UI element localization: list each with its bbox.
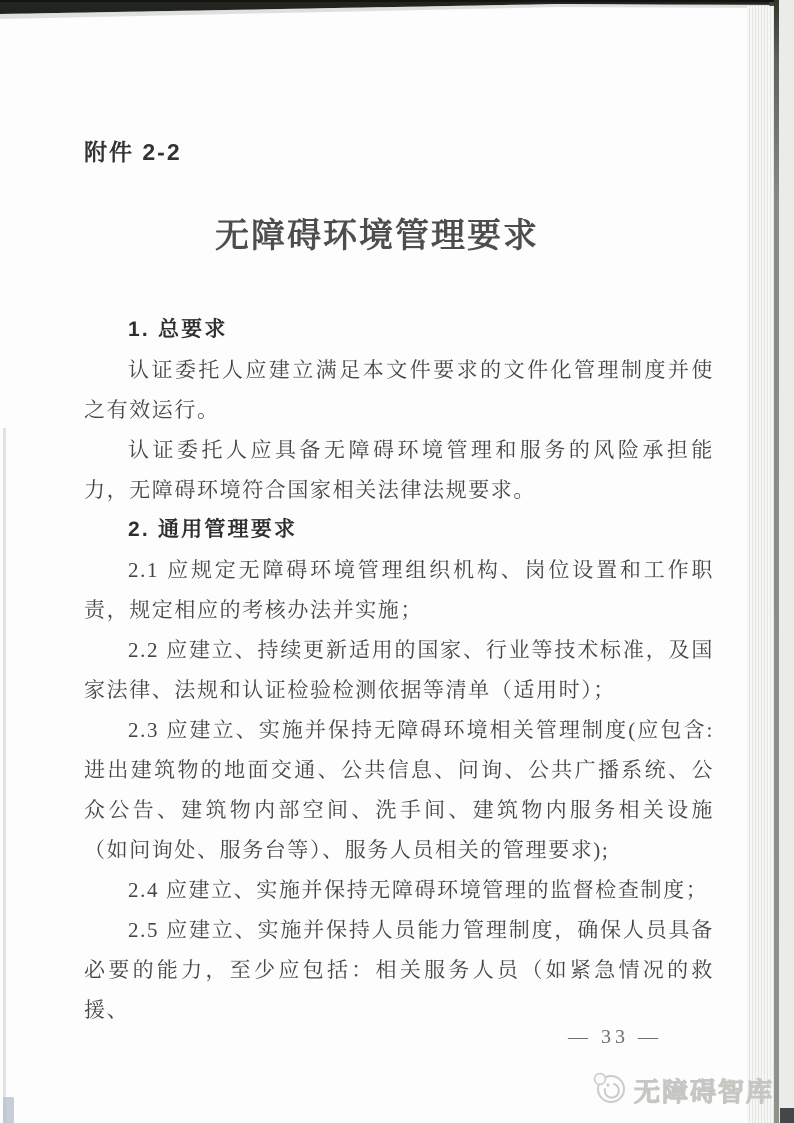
body-paragraph: 2.3 应建立、实施并保持无障碍环境相关管理制度(应包含:进出建筑物的地面交通、公共信息、问询、公共广播系统、公众公告、建筑物内部空间、洗手间、建筑物内服务相关设施（如问询处、服务台等）、服务人员相关的管理要求); (84, 718, 714, 862)
watermark-text: 无障碍智库 (633, 1077, 774, 1107)
scan-bottom-right-mark (780, 1108, 794, 1123)
attachment-label: 附件 2-2 (84, 139, 182, 165)
accessibility-logo-icon (591, 1070, 627, 1111)
body-paragraph: 2.2 应建立、持续更新适用的国家、行业等技术标准，及国家法律、法规和认证检验检测依据等清单（适用时）； (84, 638, 714, 702)
document-body (84, 310, 714, 1030)
body-paragraph: 2.5 应建立、实施并保持人员能力管理制度，确保人员具备必要的能力，至少应包括：相关服务人员（如紧急情况的救援、 (84, 918, 714, 1022)
section-heading: 2. 通用管理要求 (128, 518, 298, 541)
body-paragraph: 认证委托人应建立满足本文件要求的文件化管理制度并使之有效运行。 (84, 358, 714, 422)
body-paragraph: 2.1 应规定无障碍环境管理组织机构、岗位设置和工作职责，规定相应的考核办法并实施； (84, 558, 714, 622)
body-paragraph: 2.4 应建立、实施并保持无障碍环境管理的监督检查制度； (128, 878, 709, 902)
page-number: — 33 — (568, 1026, 662, 1048)
watermark (591, 1070, 774, 1111)
scan-left-edge-line (3, 428, 6, 1123)
section-heading: 1. 总要求 (128, 318, 228, 341)
scan-top-edge (0, 0, 794, 50)
scan-right-page-stack (747, 6, 774, 1123)
scan-bottom-left-mark (3, 1097, 14, 1123)
document-title: 无障碍环境管理要求 (215, 218, 539, 255)
scan-right-margin (779, 0, 794, 1123)
body-paragraph: 认证委托人应具备无障碍环境管理和服务的风险承担能力，无障碍环境符合国家相关法律法规要求。 (84, 438, 714, 502)
